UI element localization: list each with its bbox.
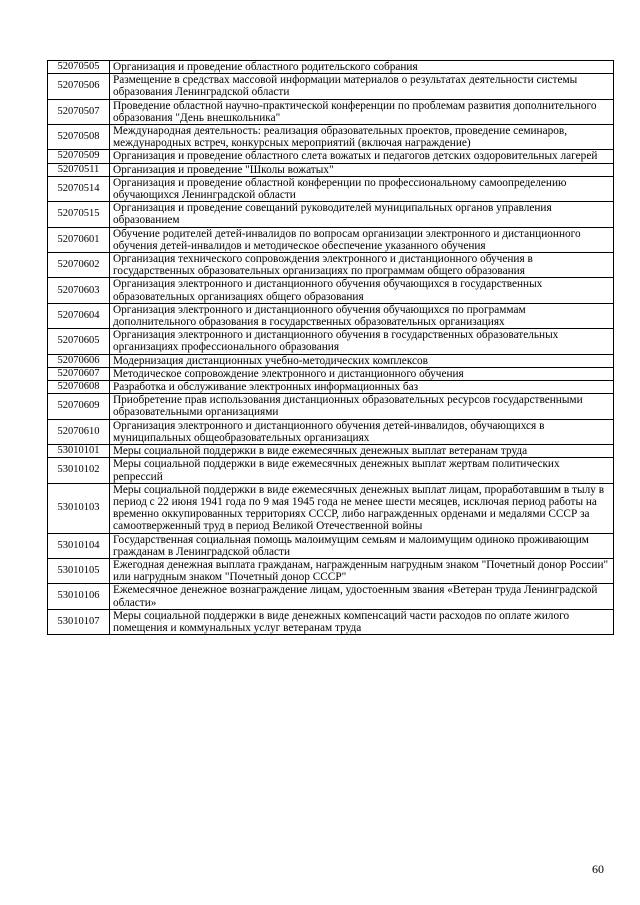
budget-codes-table [47,60,614,635]
table-row [48,176,614,201]
table-row [48,445,614,458]
row-code: 52070606 [48,354,110,367]
row-description: Меры социальной поддержки в виде ежемесячных денежных выплат жертвам политических репрессий [110,458,614,483]
row-description: Организация и проведение "Школы вожатых" [110,163,614,176]
row-code: 53010103 [48,483,110,533]
row-description: Организация технического сопровождения электронного и дистанционного обучения в государственных образовательных организациях по программам общего образования [110,253,614,278]
row-code: 53010105 [48,558,110,583]
row-code: 52070601 [48,227,110,252]
row-description: Меры социальной поддержки в виде ежемесячных денежных выплат ветеранам труда [110,445,614,458]
table-row [48,367,614,380]
row-code: 52070607 [48,367,110,380]
row-description: Организация электронного и дистанционного обучения в государственных образовательных организациях профессионального образования [110,329,614,354]
row-description: Ежегодная денежная выплата гражданам, награжденным нагрудным знаком "Почетный донор России" или нагрудным знаком "Почетный донор СССР" [110,558,614,583]
row-description: Проведение областной научно-практической конференции по проблемам развития дополнительного образования "День внешкольника" [110,99,614,124]
row-description: Организация и проведение областного слета вожатых и педагогов детских оздоровительных лагерей [110,150,614,163]
table-row [48,202,614,227]
row-code: 53010102 [48,458,110,483]
table-row [48,394,614,419]
row-code: 52070515 [48,202,110,227]
table-row [48,584,614,609]
row-code: 52070603 [48,278,110,303]
table-body [48,61,614,635]
row-code: 52070506 [48,74,110,99]
row-description: Методическое сопровождение электронного и дистанционного обучения [110,367,614,380]
row-description: Приобретение прав использования дистанционных образовательных ресурсов государственными образовательными организациями [110,394,614,419]
row-description: Организация и проведение областной конференции по профессиональному самоопределению обучающихся Ленинградской области [110,176,614,201]
row-description: Меры социальной поддержки в виде денежных компенсаций части расходов по оплате жилого помещения и коммунальных услуг ветеранам труда [110,609,614,634]
table-row [48,533,614,558]
table-row [48,329,614,354]
table-row [48,227,614,252]
row-code: 52070511 [48,163,110,176]
row-code: 52070602 [48,253,110,278]
table-row [48,253,614,278]
table-row [48,303,614,328]
table-row [48,163,614,176]
row-description: Государственная социальная помощь малоимущим семьям и малоимущим одиноко проживающим гражданам в Ленинградской области [110,533,614,558]
table-row [48,381,614,394]
row-description: Организация электронного и дистанционного обучения обучающихся в государственных образовательных организациях общего образования [110,278,614,303]
row-code: 53010101 [48,445,110,458]
row-code: 52070604 [48,303,110,328]
row-description: Организация и проведение областного родительского собрания [110,61,614,74]
row-code: 52070508 [48,125,110,150]
row-code: 52070507 [48,99,110,124]
row-code: 52070505 [48,61,110,74]
row-code: 52070514 [48,176,110,201]
table-row [48,99,614,124]
table-row [48,74,614,99]
row-description: Организация и проведение совещаний руководителей муниципальных органов управления образованием [110,202,614,227]
row-description: Ежемесячное денежное вознаграждение лицам, удостоенным звания «Ветеран труда Ленинградской области» [110,584,614,609]
row-description: Международная деятельность: реализация образовательных проектов, проведение семинаров, международных встреч, конкурсных мероприятий (включая награждение) [110,125,614,150]
row-code: 52070605 [48,329,110,354]
row-description: Организация электронного и дистанционного обучения детей-инвалидов, обучающихся в муниципальных общеобразовательных организациях [110,419,614,444]
row-code: 52070608 [48,381,110,394]
row-code: 52070509 [48,150,110,163]
row-code: 53010106 [48,584,110,609]
table-row [48,125,614,150]
row-description: Меры социальной поддержки в виде ежемесячных денежных выплат лицам, проработавшим в тылу в период с 22 июня 1941 года по 9 мая 1945 года не менее шести месяцев, исключая период работы на временно оккупированных территориях СССР, либо награжденных орденами и медалями СССР за самоотверженный труд в период Великой Отечественной войны [110,483,614,533]
page-number: 60 [592,862,604,876]
table-row [48,61,614,74]
row-description: Модернизация дистанционных учебно-методических комплексов [110,354,614,367]
table-row [48,278,614,303]
row-code: 53010107 [48,609,110,634]
table-row [48,150,614,163]
row-code: 52070610 [48,419,110,444]
row-description: Разработка и обслуживание электронных информационных баз [110,381,614,394]
row-description: Организация электронного и дистанционного обучения обучающихся по программам дополнительного образования в государственных образовательных организациях [110,303,614,328]
table-row [48,458,614,483]
table-row [48,558,614,583]
table-row [48,354,614,367]
table-row [48,483,614,533]
row-code: 53010104 [48,533,110,558]
row-description: Размещение в средствах массовой информации материалов о результатах деятельности системы образования Ленинградской области [110,74,614,99]
table-row [48,419,614,444]
row-code: 52070609 [48,394,110,419]
row-description: Обучение родителей детей-инвалидов по вопросам организации электронного и дистанционного обучения детей-инвалидов и методическое обеспечение указанного обучения [110,227,614,252]
table-row [48,609,614,634]
